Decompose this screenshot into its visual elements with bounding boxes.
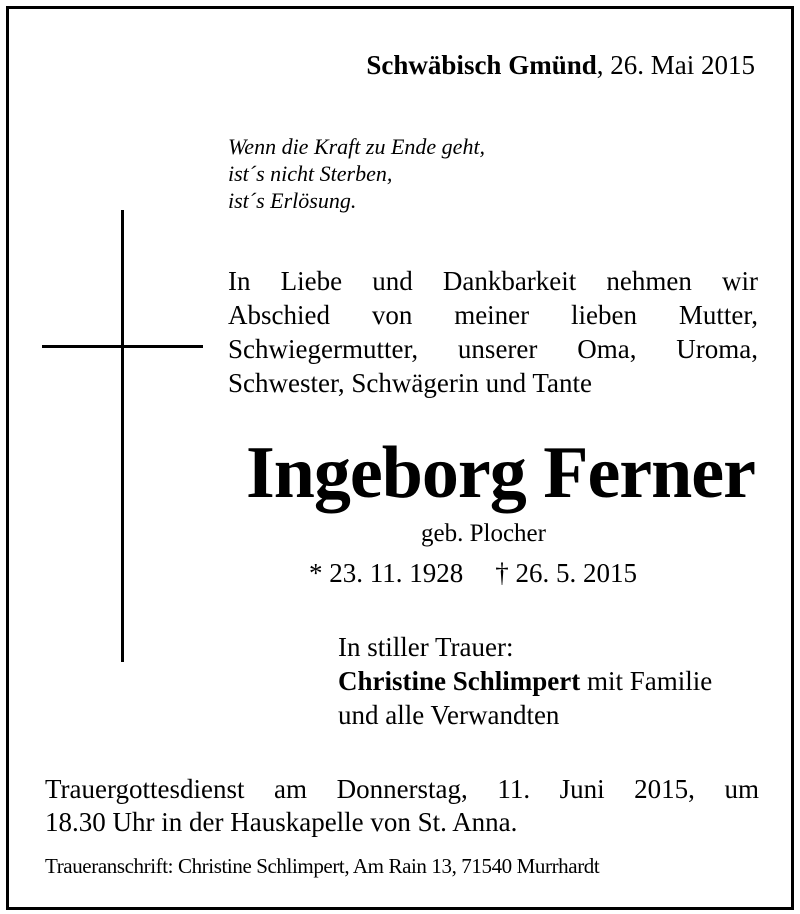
poem-line: ist´s Erlösung.: [228, 188, 357, 213]
birth-date: * 23. 11. 1928: [309, 558, 464, 588]
place-date-line: [366, 49, 755, 81]
mourning-intro: In stiller Trauer:: [338, 632, 514, 662]
maiden-name: geb. Plocher: [421, 520, 546, 547]
farewell-line: Schwiegermutter, unserer Oma, Uroma,: [228, 334, 758, 364]
farewell-line: In Liebe und Dankbarkeit nehmen wir: [228, 266, 758, 296]
poem-line: Wenn die Kraft zu Ende geht,: [228, 134, 486, 159]
life-dates: [309, 557, 637, 589]
primary-mourner-suffix: mit Familie: [580, 666, 713, 696]
service-line: Trauergottesdienst am Donnerstag, 11. Juni 2015, um: [45, 774, 759, 804]
deceased-name: Ingeborg Ferner: [245, 432, 755, 514]
service-line: 18.30 Uhr in der Hauskapelle von St. Anna.: [45, 807, 518, 837]
place-name: Schwäbisch Gmünd: [366, 50, 597, 80]
death-date: † 26. 5. 2015: [495, 558, 637, 588]
poem-verse: [228, 133, 485, 214]
obituary-notice: [6, 6, 794, 910]
farewell-line: Abschied von meiner lieben Mutter,: [228, 300, 758, 330]
primary-mourner-name: Christine Schlimpert: [338, 666, 581, 696]
poem-line: ist´s nicht Sterben,: [228, 161, 393, 186]
notice-date: , 26. Mai 2015: [596, 50, 755, 80]
primary-mourner-line: [338, 664, 712, 698]
farewell-line: Schwester, Schwägerin und Tante: [228, 368, 592, 398]
cross-icon-vertical-bar: [121, 210, 124, 662]
mourning-address: Traueranschrift: Christine Schlimpert, Am Rain 13, 71540 Murrhardt: [45, 854, 600, 878]
farewell-text: [228, 264, 758, 400]
mourners-block: [338, 630, 712, 732]
funeral-service-info: [45, 773, 759, 839]
cross-icon-horizontal-bar: [42, 345, 203, 348]
other-mourners: und alle Verwandten: [338, 700, 560, 730]
